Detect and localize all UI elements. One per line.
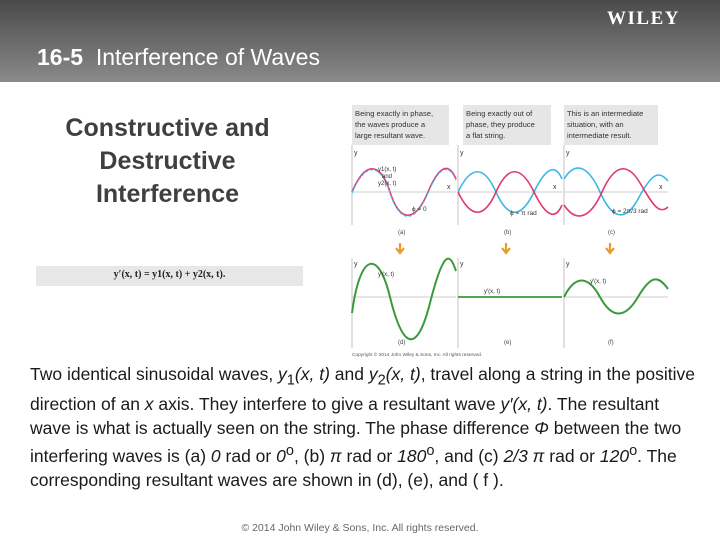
heading-line-1: Constructive and <box>65 114 270 142</box>
caption-text: . The resultant wave is what is actually seen on the string. The phase difference <box>30 394 660 438</box>
caption-text: between the two interfering waves is (a) <box>30 417 682 467</box>
caption-value: 2/3 π <box>503 446 545 467</box>
caption-text: rad or <box>220 446 277 467</box>
figure-caption <box>30 363 700 492</box>
panel-letter-c: (c) <box>608 230 615 236</box>
topic-heading <box>35 112 300 211</box>
caption-sub-1: 1 <box>286 372 295 389</box>
panel-notes <box>352 105 658 145</box>
caption-sub-2: 2 <box>377 372 386 389</box>
note-b-line1: Being exactly out of <box>466 109 533 118</box>
note-c-line2: situation, with an <box>567 120 624 129</box>
caption-var-yprime: y′(x, t) <box>500 394 548 415</box>
caption-text: rad or <box>544 446 600 467</box>
resultant-label-d: y′(x, t) <box>378 272 395 278</box>
note-b <box>463 105 551 145</box>
header-band <box>0 0 720 82</box>
phase-label-a: ϕ = 0 <box>412 206 427 213</box>
caption-degree: o <box>285 443 294 460</box>
interference-figure <box>350 103 720 359</box>
wave-label-and: and <box>382 174 393 180</box>
note-c-line3: intermediate result. <box>567 131 632 140</box>
axis-y-f: y <box>566 261 570 268</box>
caption-text: and <box>329 364 369 384</box>
phase-label-c: ϕ = 2π/3 rad <box>612 208 648 215</box>
wiley-logo: WILEY <box>607 8 680 29</box>
axis-x-b: x <box>553 184 557 191</box>
section-number: 16-5 <box>37 44 84 70</box>
caption-text: , and (c) <box>434 446 504 467</box>
caption-args-1: (x, t) <box>294 364 330 384</box>
axis-y-c: y <box>566 150 570 157</box>
note-c <box>564 105 658 145</box>
equation-box <box>36 266 303 286</box>
caption-text: axis. They interfere to give a resultant wave <box>153 394 501 415</box>
panel-letter-d: (d) <box>398 340 406 346</box>
panel-letter-f: (f) <box>608 340 614 346</box>
note-a-line3: large resultant wave. <box>355 131 426 140</box>
resultant-label-e: y′(x, t) <box>484 289 501 295</box>
heading-line-3: Interference <box>95 180 240 208</box>
axis-x-c: x <box>659 184 663 191</box>
wave-label-y1: y1(x, t) <box>378 167 397 173</box>
caption-value: 180 <box>397 446 427 467</box>
section-title: Interference of Waves <box>95 44 320 70</box>
note-b-line3: a flat string. <box>466 131 506 140</box>
note-a <box>352 105 449 145</box>
caption-value: π <box>329 446 342 467</box>
slide-title <box>37 44 320 71</box>
caption-degree: o <box>426 443 435 460</box>
copyright-footer: © 2014 John Wiley & Sons, Inc. All rights reserved. <box>241 522 479 534</box>
caption-text: rad or <box>341 446 398 467</box>
note-b-line2: phase, they produce <box>466 120 535 129</box>
panel-letter-b: (b) <box>504 230 512 236</box>
panel-letter-a: (a) <box>398 230 406 236</box>
phase-label-b: ϕ = π rad <box>510 210 537 217</box>
axis-y-d: y <box>354 261 358 268</box>
caption-text: , (b) <box>293 446 330 467</box>
caption-text: . The corresponding resultant waves are shown in (d), (e), and ( f ). <box>30 446 677 490</box>
caption-value: 0 <box>276 446 286 467</box>
caption-value: 120 <box>599 446 630 467</box>
axis-y-a: y <box>354 150 358 157</box>
heading-line-2: Destructive <box>99 147 236 175</box>
caption-args-2: (x, t) <box>385 364 421 384</box>
panel-letter-e: (e) <box>504 340 512 346</box>
caption-var-phi: Φ <box>534 417 549 438</box>
resultant-label-f: y′(x, t) <box>590 279 607 285</box>
note-a-line1: Being exactly in phase, <box>355 109 434 118</box>
note-c-line1: This is an intermediate <box>567 109 644 118</box>
note-a-line2: the waves produce a <box>355 120 426 129</box>
caption-text: Two identical sinusoidal waves, <box>30 364 279 384</box>
axis-y-e: y <box>460 261 464 268</box>
caption-var-y2: y <box>368 364 378 384</box>
axis-y-b: y <box>460 150 464 157</box>
caption-var-x: x <box>144 394 154 415</box>
caption-value: 0 <box>210 446 221 467</box>
axis-x-a: x <box>447 184 451 191</box>
figure-copyright: Copyright © 2014 John Wiley & Sons, Inc. All rights reserved. <box>352 353 483 358</box>
caption-var-y1: y <box>278 364 287 384</box>
superposition-equation: y′(x, t) = y1(x, t) + y2(x, t). <box>113 269 226 280</box>
wave-label-y2: y2(x, t) <box>378 181 397 187</box>
caption-text: , travel along a string in the positive direction of an <box>30 364 696 415</box>
caption-degree: o <box>629 443 638 460</box>
